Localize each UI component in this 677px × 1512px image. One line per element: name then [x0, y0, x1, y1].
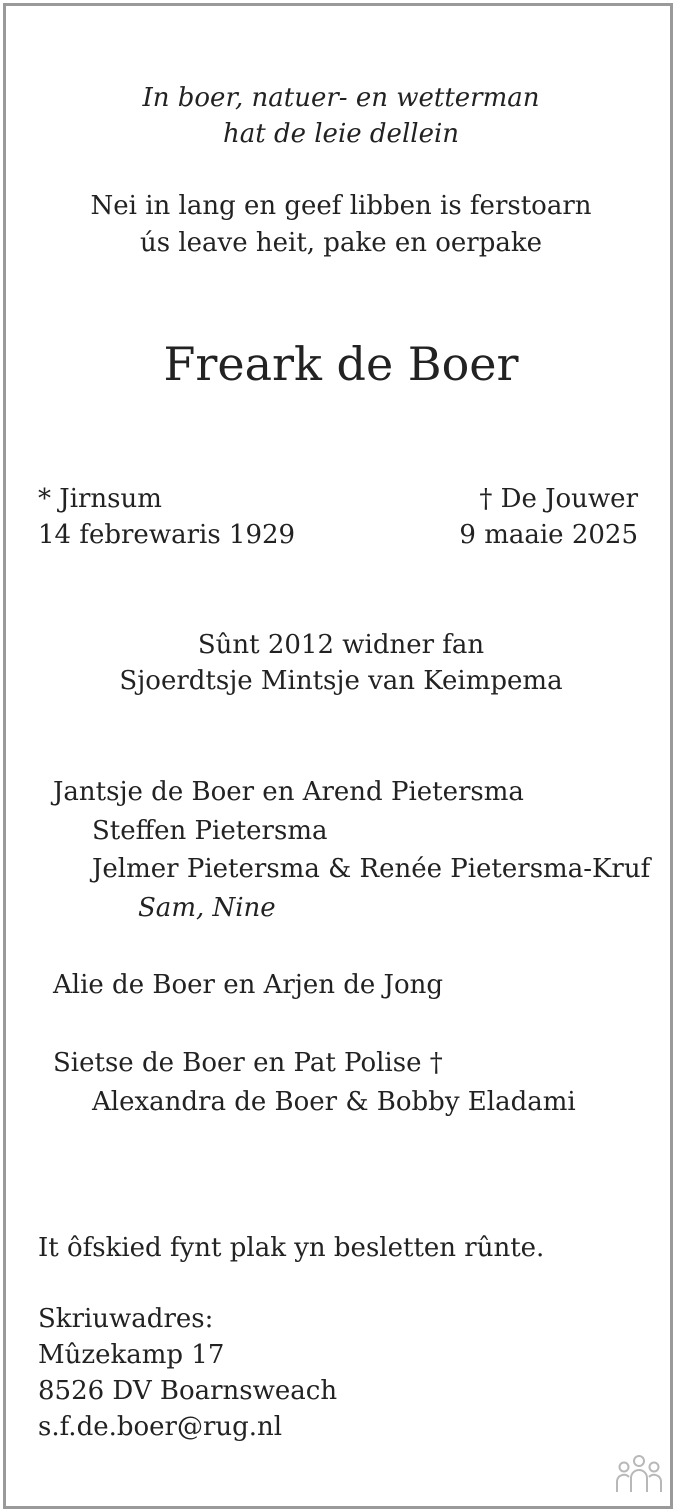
death-date: 9 maaie 2025	[459, 520, 638, 550]
motto-line-1: In boer, natuer- en wetterman	[142, 83, 540, 113]
address-city: 8526 DV Boarnsweach	[38, 1376, 338, 1406]
birth-place: * Jirnsum	[38, 484, 162, 514]
family-group-1-grandchildren: Sam, Nine	[138, 893, 276, 923]
deceased-name: Freark de Boer	[163, 337, 519, 391]
intro-line-1: Nei in lang en geef libben is ferstoarn	[90, 191, 592, 221]
family-group-1-head: Jantsje de Boer en Arend Pietersma	[53, 777, 524, 807]
family-group-1-child-1: Steffen Pietersma	[92, 816, 328, 846]
family-group-3-child-1: Alexandra de Boer & Bobby Eladami	[92, 1087, 576, 1117]
family-group-3-head: Sietse de Boer en Pat Polise †	[53, 1048, 443, 1078]
spouse-line-1: Sûnt 2012 widner fan	[197, 630, 485, 660]
death-place: † De Jouwer	[479, 484, 638, 514]
family-group-1-child-2: Jelmer Pietersma & Renée Pietersma-Kruf	[92, 854, 651, 884]
people-group-icon	[612, 1452, 666, 1498]
address-label: Skriuwadres:	[38, 1304, 214, 1334]
farewell-text: It ôfskied fynt plak yn besletten rûnte.	[38, 1233, 545, 1263]
address-email: s.f.de.boer@rug.nl	[38, 1412, 283, 1442]
intro-line-2: ús leave heit, pake en oerpake	[139, 228, 543, 258]
address-street: Mûzekamp 17	[38, 1340, 225, 1370]
spouse-line-2: Sjoerdtsje Mintsje van Keimpema	[119, 666, 563, 696]
family-group-2-head: Alie de Boer en Arjen de Jong	[53, 970, 444, 1000]
obituary-frame	[3, 3, 673, 1509]
motto-line-2: hat de leie dellein	[222, 119, 460, 149]
birth-date: 14 febrewaris 1929	[38, 520, 296, 550]
